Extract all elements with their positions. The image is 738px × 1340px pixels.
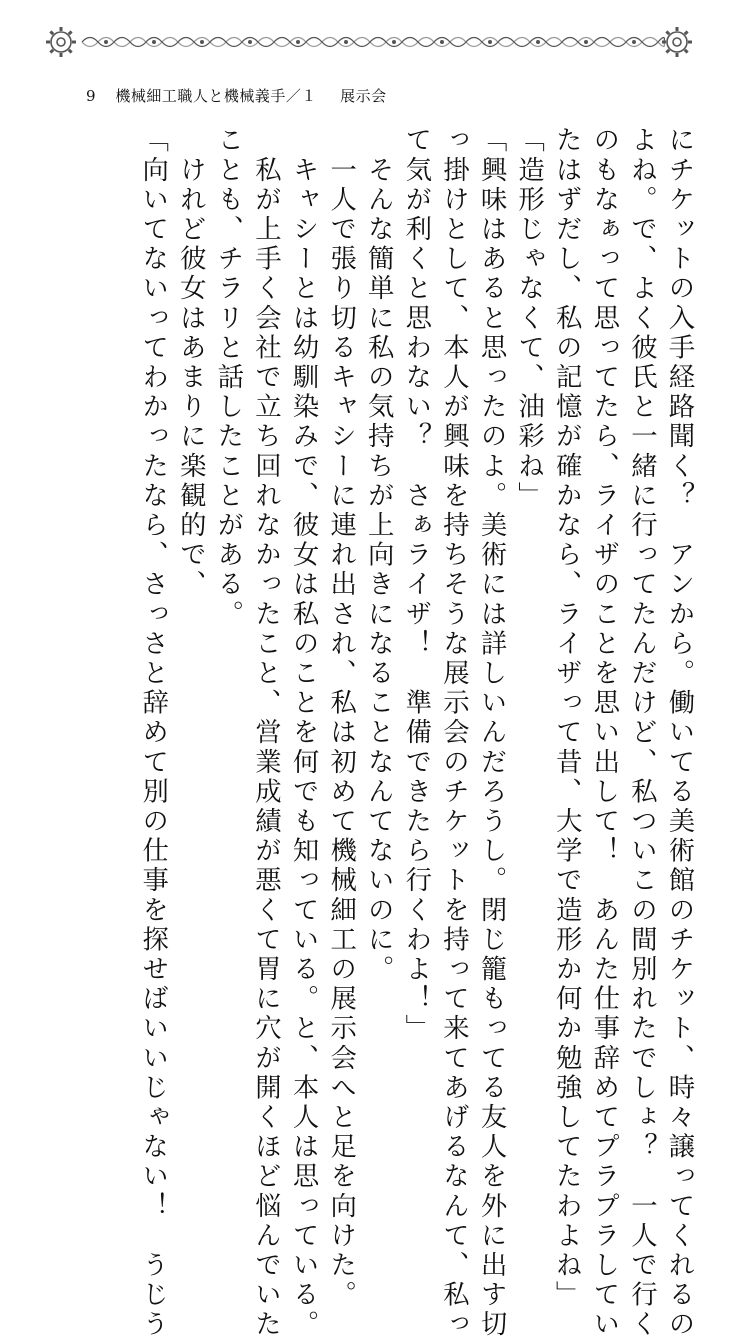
text-line: にチケットの入手経路聞く？ アンから。働いてる美術館のチケット、時々譲ってくれるの [664, 126, 695, 1340]
text-line: キャシーとは幼馴染みで、彼女は私のことを何でも知っている。と、本人は思っている。 [288, 126, 320, 1340]
book-title: 機械細工職人と機械義手／１ [115, 87, 317, 105]
text-line: けれど彼女はあまりに楽観的で、 [175, 126, 207, 600]
ornament-border [44, 25, 694, 59]
text-line: 「興味はあると思ったのよ。美術には詳しいんだろうし。閉じ籠もってる友人を外に出す切 [476, 126, 508, 1340]
text-line: 一人で張り切るキャシーに連れ出され、私は初めて機械細工の展示会へと足を向けた。 [325, 126, 357, 1310]
page-number: 9 [86, 87, 97, 105]
text-line: 私が上手く会社で立ち回れなかったこと、営業成績が悪くて胃に穴が開くほど悩んでいた [250, 126, 282, 1340]
gear-icon [46, 27, 76, 57]
text-line: ことも、チラリと話したことがある。 [212, 126, 244, 630]
text-line: のもなぁって思ってたら、ライザのことを思い出して！ あんた仕事辞めてプラプラしてい [588, 126, 620, 1340]
text-line: 「向いてないってわかったなら、さっさと辞めて別の仕事を探せばいいじゃない！ うじう [137, 126, 169, 1340]
text-line: 「造形じゃなくて、油彩ね」 [513, 126, 545, 511]
flourish-border-icon [82, 38, 664, 47]
text-line: っ掛けとして、本人が興味を持ちそうな展示会のチケットを持って来てあげるなんて、私っ [438, 126, 470, 1340]
text-line: て気が利くと思わない？ さぁライザ！ 準備できたら行くわよ！」 [400, 126, 432, 1044]
gear-icon [662, 27, 692, 57]
text-line: そんな簡単に私の気持ちが上向きになることなんてないのに。 [363, 126, 395, 985]
running-header [86, 85, 387, 106]
text-line: よね。で、よく彼氏と一緒に行ってたんだけど、私ついこの間別れたでしょ？ 一人で行く [626, 126, 658, 1340]
body-text [58, 126, 698, 1340]
text-line: たはずだし、私の記憶が確かなら、ライザって昔、大学で造形か何か勉強してたわよね」 [551, 126, 583, 1310]
chapter-title: 展示会 [340, 87, 387, 105]
